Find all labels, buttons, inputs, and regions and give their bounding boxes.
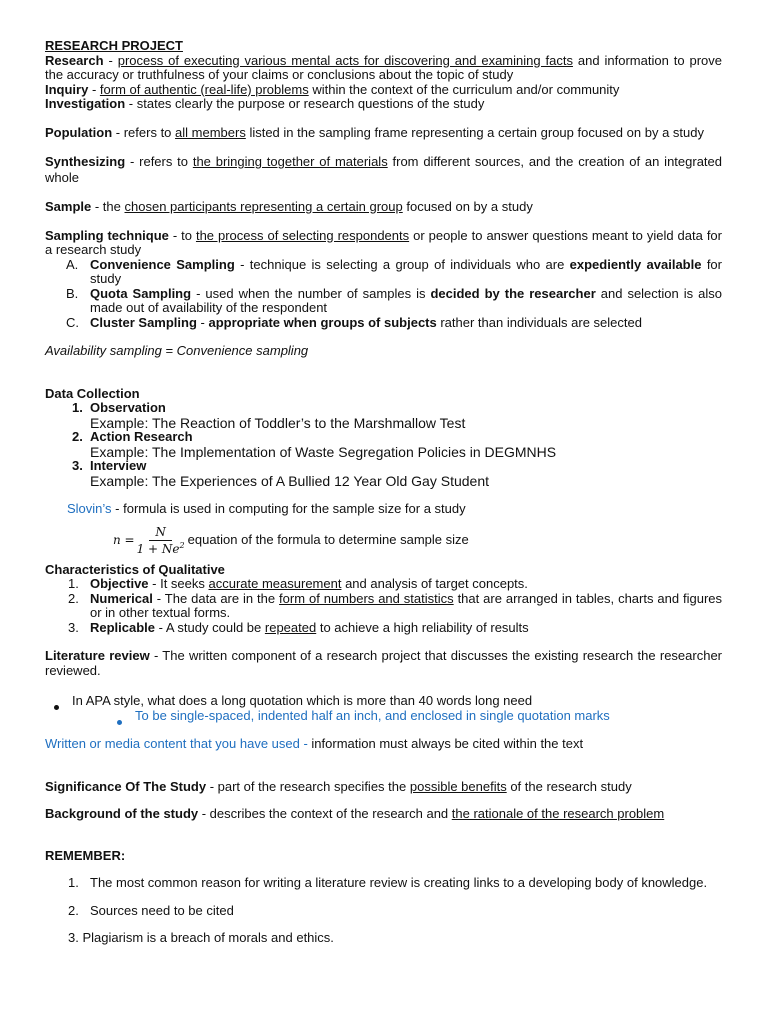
def-sampling-technique: Sampling technique - to the process of selecting respondents or people to answer questions meant to yield data for a research study (45, 227, 722, 257)
def-synthesizing: Synthesizing - refers to the bringing together of materials from different sources, and the creation of an integrated whole (45, 154, 722, 185)
def-population: Population - refers to all members listed in the sampling frame representing a certain group focused on by a study (45, 124, 704, 140)
citation-note: Written or media content that you have used - information must always be cited within the text (45, 736, 584, 751)
data-collection-list (45, 401, 722, 488)
list-item: 2. Action Research (72, 429, 193, 444)
sampling-types-list (45, 258, 722, 331)
def-significance: Significance Of The Study - part of the research specifies the possible benefits of the research study (45, 778, 632, 794)
def-inquiry: Inquiry - form of authentic (real-life) problems within the context of the curriculum and/or community (45, 81, 620, 97)
def-investigation: Investigation - states clearly the purpose or research questions of the study (45, 96, 485, 111)
def-sample: Sample - the chosen participants representing a certain group focused on by a study (45, 199, 533, 214)
list-item: 3. Interview (72, 458, 147, 473)
page-title: RESEARCH PROJECT (45, 38, 183, 53)
qualitative-list (45, 577, 722, 635)
document-page (45, 39, 722, 946)
example-line: Example: The Reaction of Toddler’s to the Marshmallow Test (90, 414, 466, 431)
slovin-formula: n = $\frac{N}{1 + Ne^2}$ equation of the formula to determine sample size (113, 525, 469, 556)
list-item: C. Cluster Sampling - appropriate when groups of subjects rather than individuals are selected (66, 314, 642, 330)
list-item: B. Quota Sampling - used when the number of samples is decided by the researcher and selection is also made out of availability of the respondent (66, 285, 722, 315)
availability-note: Availability sampling = Convenience sampling (45, 343, 309, 358)
remember-item: 3. Plagiarism is a breach of morals and ethics. (68, 930, 334, 945)
slovin-definition: Slovin’s - formula is used in computing for the sample size for a study (67, 501, 466, 516)
def-background: Background of the study - describes the context of the research and the rationale of the research problem (45, 806, 665, 821)
remember-heading: REMEMBER: (45, 847, 126, 863)
list-item: 3. Replicable - A study could be repeated to achieve a high reliability of results (68, 619, 529, 635)
qualitative-heading: Characteristics of Qualitative (45, 561, 225, 577)
apa-answer: To be single-spaced, indented half an inch, and enclosed in single quotation marks (45, 709, 722, 724)
list-item: A. Convenience Sampling - technique is selecting a group of individuals who are expediently available for study (66, 256, 722, 286)
remember-item: 2. Sources need to be cited (68, 902, 234, 918)
example-line: Example: The Implementation of Waste Segregation Policies in DEGMNHS (90, 443, 557, 460)
example-line: Example: The Experiences of A Bullied 12 Year Old Gay Student (90, 472, 489, 489)
bullet-icon (117, 720, 122, 725)
list-item: 1. Observation (72, 400, 166, 415)
data-collection-heading: Data Collection (45, 385, 140, 401)
apa-question: In APA style, what does a long quotation which is more than 40 words long need (45, 694, 722, 709)
list-item: 2. Numerical - The data are in the form of numbers and statistics that are arranged in tables, charts and figures or in other textual forms. (68, 590, 722, 620)
formula-fraction: $\frac{N}{1 + Ne^2}$ (136, 525, 185, 556)
list-item: 1. Objective - It seeks accurate measurement and analysis of target concepts. (68, 576, 528, 591)
def-research: Research - process of executing various mental acts for discovering and examining facts and information to prove the accuracy or truthfulness of your claims or conclusions about the topic of study (45, 52, 722, 82)
remember-item: 1. The most common reason for writing a literature review is creating links to a developing body of knowledge. (68, 875, 708, 890)
def-literature-review: Literature review - The written component of a research project that discusses the existing research the researcher reviewed. (45, 648, 723, 678)
